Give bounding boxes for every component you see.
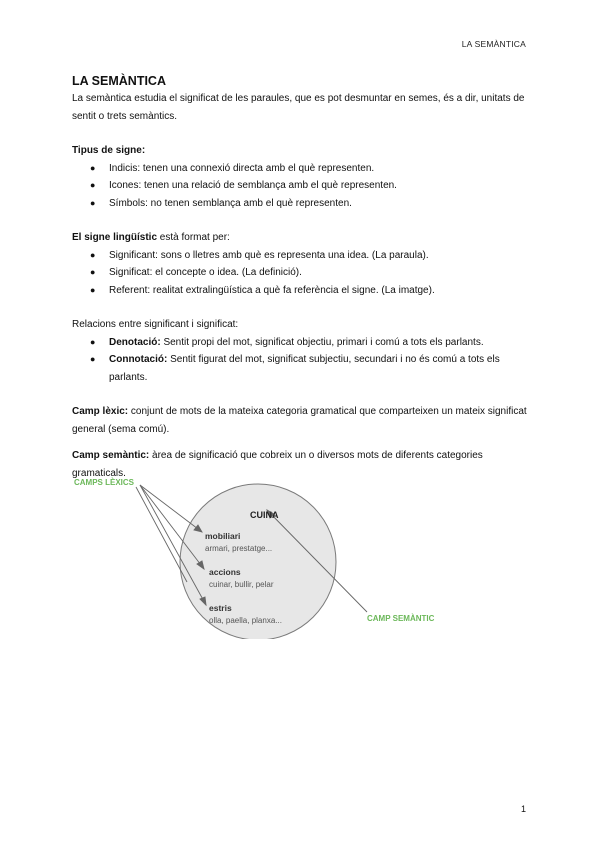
list-item: ● Icones: tenen una relació de semblança amb el què representen. <box>90 180 397 191</box>
camp-semantic-definition: Camp semàntic: àrea de significació que cobreix un o diversos mots de diferents categories gramaticals. <box>72 450 483 479</box>
list-item: ● Connotació: Sentit figurat del mot, significat subjectiu, secundari i no és comú a tots els parlants. <box>90 354 500 383</box>
relations-heading: Relacions entre significant i significat: <box>72 319 239 330</box>
group-title: accions <box>209 567 241 577</box>
camp-semantic-label: CAMP SEMÀNTIC <box>367 614 435 623</box>
list-item: ● Denotació: Sentit propi del mot, significat objectiu, primari i comú a tots els parlants. <box>90 336 484 348</box>
intro-paragraph: La semàntica estudia el significat de les paraules, que es pot desmuntar en semes, és a dir, unitats de sentit o trets semàntics. <box>72 93 525 122</box>
page-number: 1 <box>520 804 526 814</box>
group-words: cuinar, bullir, pelar <box>209 580 274 589</box>
page-title: LA SEMÀNTICA <box>72 74 166 88</box>
relations-list <box>72 334 532 387</box>
sign-types-heading: Tipus de signe: <box>72 145 146 156</box>
group-words: armari, prestatge... <box>205 544 273 553</box>
group-title: estris <box>209 603 232 613</box>
camp-lexic-definition: Camp lèxic: conjunt de mots de la mateixa categoria gramatical que comparteixen un mateix significat general (sema comú). <box>72 406 527 435</box>
list-item: ● Referent: realitat extralingüística a què fa referència el signe. (La imatge). <box>90 284 435 296</box>
linguistic-sign-list <box>72 247 532 300</box>
linguistic-sign-heading: El signe lingüístic està format per: <box>72 232 230 243</box>
list-item: ● Símbols: no tenen semblança amb el què representen. <box>90 197 352 209</box>
list-item: ● Significant: sons o lletres amb què es representa una idea. (La paraula). <box>90 249 429 261</box>
center-word: CUINA <box>250 510 279 520</box>
camps-lexics-label: CAMPS LÈXICS <box>74 478 135 487</box>
group-words: olla, paella, planxa... <box>209 616 282 625</box>
list-item: ● Indicis: tenen una connexió directa amb el què representen. <box>90 162 375 174</box>
sign-types-list <box>72 160 532 213</box>
running-header: LA SEMÀNTICA <box>461 39 526 49</box>
semantic-field-diagram <box>72 474 462 639</box>
list-item: ● Significat: el concepte o idea. (La definició). <box>90 267 302 278</box>
group-title: mobiliari <box>205 531 241 541</box>
document-body <box>72 74 532 482</box>
